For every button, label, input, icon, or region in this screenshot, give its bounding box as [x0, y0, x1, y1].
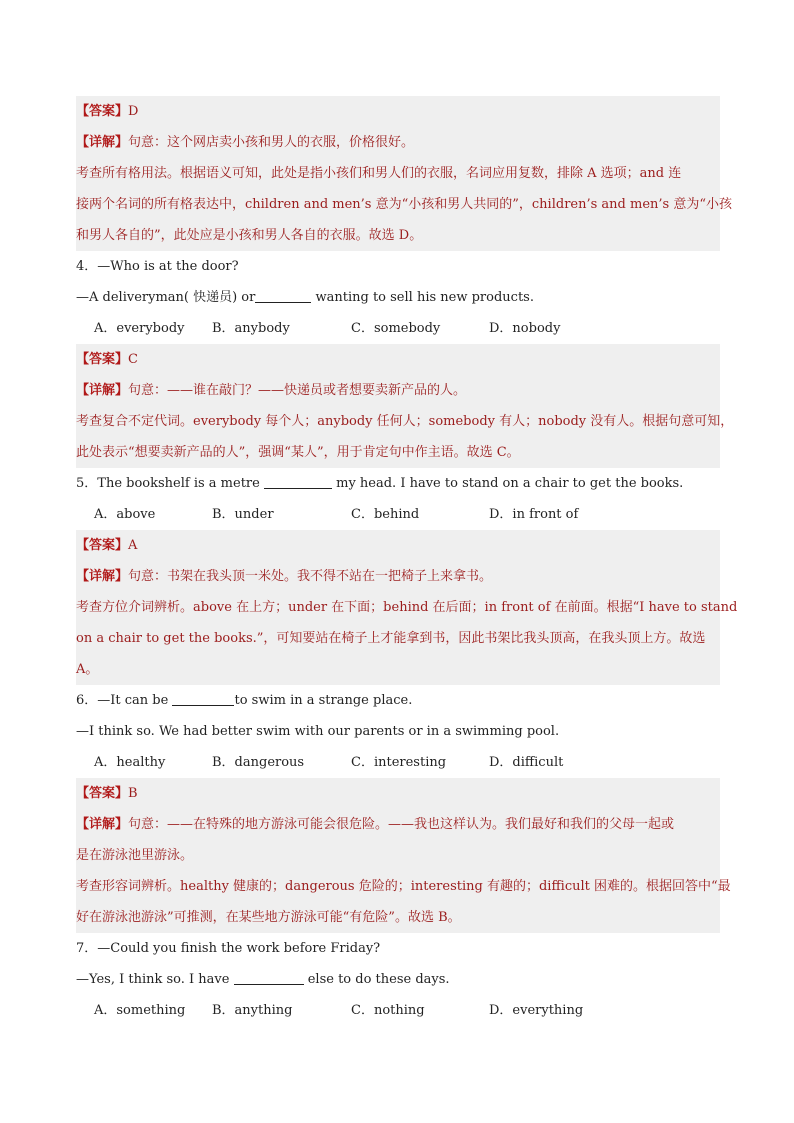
answer-tag: 【答案】 [76, 538, 129, 553]
option-c[interactable]: C．behind [351, 507, 420, 522]
detail-line: 此处表示“想要卖新产品的人”，强调“某人”，用于肯定句中作主语。故选 C。 [76, 445, 520, 460]
answer-value: C [128, 352, 138, 367]
option-b[interactable]: B．anybody [212, 321, 290, 336]
option-b[interactable]: B．anything [212, 1003, 293, 1018]
option-d[interactable]: D．everything [489, 1003, 584, 1018]
detail-line: 考查方位介词辨析。above 在上方；under 在下面；behind 在后面；in front of 在前面。根据“I have to stand [76, 600, 738, 615]
option-a[interactable]: A．healthy [94, 755, 166, 770]
question-4-options [76, 313, 720, 344]
detail-text: 句意：这个网店卖小孩和男人的衣服，价格很好。 [128, 135, 415, 150]
detail-line: 考查形容词辨析。healthy 健康的；dangerous 危险的；interesting 有趣的；difficult 困难的。根据回答中“最 [76, 879, 731, 894]
option-b[interactable]: B．dangerous [212, 755, 305, 770]
answer-block-q5 [76, 530, 738, 685]
answer-blank [264, 474, 332, 489]
detail-text: 句意：——在特殊的地方游泳可能会很危险。——我也这样认为。我们最好和我们的父母一起或 [128, 817, 675, 832]
question-text: wanting to sell his new products. [311, 290, 534, 305]
detail-tag: 【详解】 [76, 817, 129, 832]
question-text: to swim in a strange place. [234, 693, 413, 708]
answer-blank [255, 288, 311, 303]
detail-line: 是在游泳池里游泳。 [76, 848, 194, 863]
option-c[interactable]: C．nothing [351, 1003, 425, 1018]
detail-line: 考查所有格用法。根据语义可知，此处是指小孩们和男人们的衣服，名词应用复数，排除 A 选项；and 连 [76, 166, 682, 181]
answer-block-q4 [76, 344, 734, 468]
answer-line [76, 96, 720, 127]
answer-tag: 【答案】 [76, 786, 129, 801]
question-7-line2 [76, 964, 720, 995]
detail-line: 好在游泳池游泳”可推测，在某些地方游泳可能“有危险”。故选 B。 [76, 910, 461, 925]
detail-tag: 【详解】 [76, 569, 129, 584]
question-text: 5．The bookshelf is a metre [76, 476, 260, 491]
answer-blank [234, 970, 304, 985]
option-c[interactable]: C．interesting [351, 755, 447, 770]
option-a[interactable]: A．everybody [94, 321, 185, 336]
answer-tag: 【答案】 [76, 352, 129, 367]
question-7-options [76, 995, 720, 1026]
detail-line: 考查复合不定代词。everybody 每个人；anybody 任何人；somebody 有人；nobody 没有人。根据句意可知， [76, 414, 734, 429]
detail-text: 句意：——谁在敲门？——快递员或者想要卖新产品的人。 [128, 383, 467, 398]
answer-value: D [128, 104, 139, 119]
option-d[interactable]: D．difficult [489, 755, 564, 770]
question-5-stem [76, 468, 720, 499]
question-text: —A deliveryman( 快递员) or [76, 290, 256, 305]
option-d[interactable]: D．in front of [489, 507, 579, 522]
option-b[interactable]: B．under [212, 507, 274, 522]
answer-value: A [128, 538, 138, 553]
question-7-stem: 7．—Could you finish the work before Friday? [76, 941, 381, 956]
detail-tag: 【详解】 [76, 383, 129, 398]
detail-line: 接两个名词的所有格表达中，children and men’s 意为“小孩和男人共同的”，children’s and men’s 意为“小孩 [76, 197, 732, 212]
answer-blank [172, 691, 234, 706]
detail-line: on a chair to get the books.”，可知要站在椅子上才能拿到书，因此书架比我头顶高，在我头顶上方。故选 [76, 631, 706, 646]
question-5-options [76, 499, 720, 530]
answer-value: B [128, 786, 138, 801]
detail-tag: 【详解】 [76, 135, 129, 150]
document-page [76, 96, 738, 1026]
detail-text: 句意：书架在我头顶一米处。我不得不站在一把椅子上来拿书。 [128, 569, 493, 584]
answer-block-q3 [76, 96, 732, 251]
question-4-stem: 4．—Who is at the door? [76, 259, 239, 274]
option-a[interactable]: A．something [94, 1003, 186, 1018]
question-text: —Yes, I think so. I have [76, 972, 230, 987]
detail-line [76, 127, 720, 158]
option-d[interactable]: D．nobody [489, 321, 561, 336]
question-text: my head. I have to stand on a chair to get the books. [331, 476, 684, 491]
option-c[interactable]: C．somebody [351, 321, 441, 336]
detail-line: A。 [76, 662, 99, 677]
detail-line: 和男人各自的”，此处应是小孩和男人各自的衣服。故选 D。 [76, 228, 423, 243]
question-text: else to do these days. [303, 972, 450, 987]
answer-block-q6 [76, 778, 731, 933]
question-6-stem [76, 685, 720, 716]
question-4-line2 [76, 282, 720, 313]
option-a[interactable]: A．above [94, 507, 156, 522]
question-6-line2: —I think so. We had better swim with our parents or in a swimming pool. [76, 724, 560, 739]
question-text: 6．—It can be [76, 693, 169, 708]
question-6-options [76, 747, 720, 778]
answer-tag: 【答案】 [76, 104, 129, 119]
